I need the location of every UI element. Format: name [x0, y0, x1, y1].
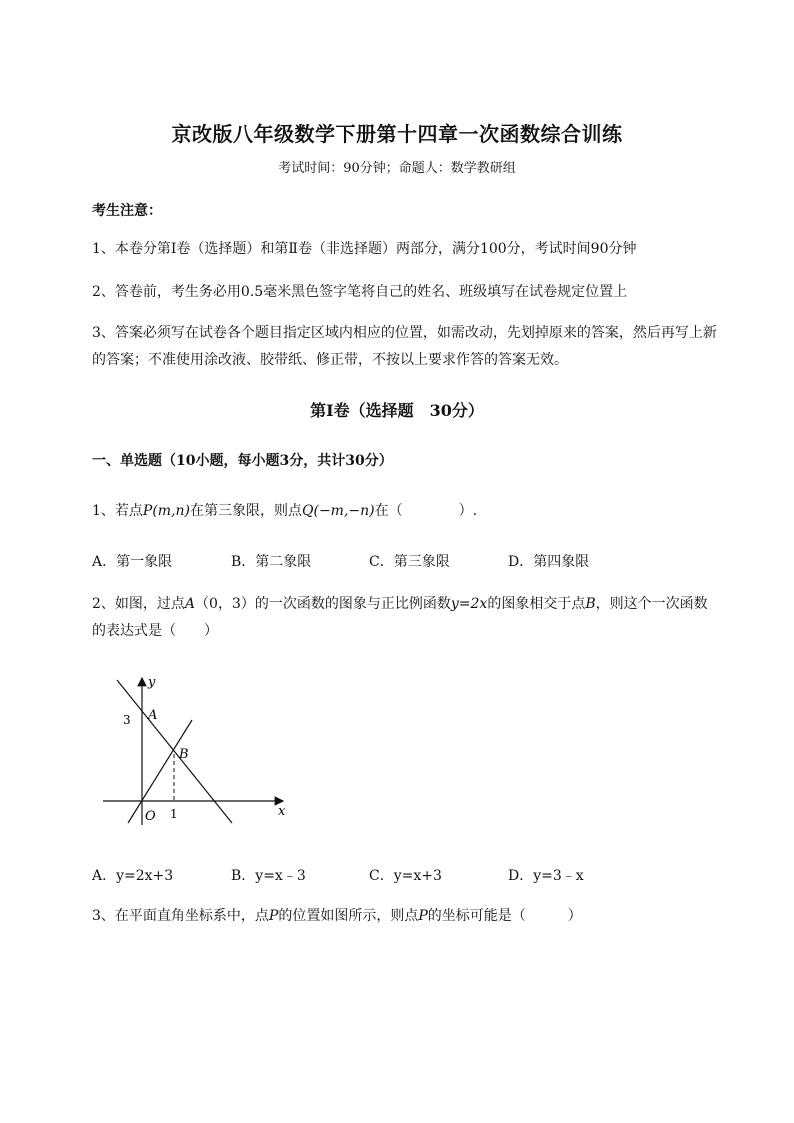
x-tick-label: 1 [170, 807, 178, 821]
math-point-p: P [418, 908, 428, 924]
question-1 [92, 500, 477, 520]
y-axis-label: y [148, 675, 156, 690]
exam-subtitle: 考试时间：90分钟；命题人：数学教研组 [278, 161, 516, 176]
math-function: y=2x [450, 596, 488, 612]
function-graph-figure [95, 670, 295, 830]
question-2-line-1 [92, 593, 708, 613]
question-text: 的图象相交于点 [487, 596, 586, 612]
question-2-options [92, 865, 692, 885]
question-number: 3、 [92, 908, 115, 924]
option-b[interactable]: B．第二象限 [231, 554, 312, 570]
option-b[interactable]: B．y=x﹣3 [231, 868, 306, 884]
question-text: 的坐标可能是（ ） [427, 908, 582, 924]
question-text: 如图，过点 [114, 596, 185, 612]
math-point-a: A [184, 596, 196, 612]
option-c[interactable]: C．y=x+3 [369, 868, 442, 884]
question-text: 若点 [114, 503, 143, 519]
y-tick-label: 3 [123, 713, 131, 727]
question-text: （0，3）的一次函数的图象与正比例函数 [195, 596, 451, 612]
question-text: 在第三象限，则点 [190, 503, 303, 519]
exam-title: 京改版八年级数学下册第十四章一次函数综合训练 [171, 122, 623, 146]
option-c[interactable]: C．第三象限 [369, 554, 450, 570]
notice-item-3: 3、答案必须写在试卷各个题目指定区域内相应的位置，如需改动，先划掉原来的答案，然后再写上新的答案；不准使用涂改液、胶带纸、修正带，不按以上要求作答的答案无效。 [92, 325, 717, 368]
question-1-options [92, 551, 692, 571]
question-3 [92, 905, 582, 925]
question-2-line-2: 的表达式是（ ） [92, 623, 218, 639]
option-a[interactable]: A．第一象限 [92, 554, 173, 570]
option-a[interactable]: A．y=2x+3 [92, 868, 174, 884]
line-y-equals-2x [128, 720, 192, 823]
origin-label: O [145, 809, 156, 824]
math-point-p: P(m,n) [142, 503, 191, 519]
question-text: ，则这个一次函数 [595, 596, 708, 612]
point-b-label: B [179, 747, 189, 762]
part-title: 一、单选题（10小题，每小题3分，共计30分） [92, 453, 393, 469]
math-point-b: B [585, 596, 596, 612]
question-number: 1、 [92, 503, 115, 519]
point-a-label: A [148, 708, 158, 723]
question-text: 的位置如图所示，则点 [278, 908, 419, 924]
x-axis-label: x [278, 804, 286, 819]
math-point-q: Q(−m,−n) [302, 503, 375, 519]
notice-item-2: 2、答卷前，考生务必用0.5毫米黑色签字笔将自己的姓名、班级填写在试卷规定位置上 [92, 284, 628, 300]
notice-item-1: 1、本卷分第I卷（选择题）和第Ⅱ卷（非选择题）两部分，满分100分，考试时间90分钟 [92, 241, 637, 257]
option-d[interactable]: D．第四象限 [508, 554, 590, 570]
question-text: 在平面直角坐标系中，点 [114, 908, 269, 924]
notice-heading: 考生注意： [92, 203, 162, 219]
section-title: 第I卷（选择题 30分） [310, 401, 484, 420]
question-number: 2、 [92, 596, 115, 612]
question-text: 在（ ）. [374, 503, 478, 519]
option-d[interactable]: D．y=3﹣x [508, 868, 584, 884]
math-point-p: P [268, 908, 279, 924]
